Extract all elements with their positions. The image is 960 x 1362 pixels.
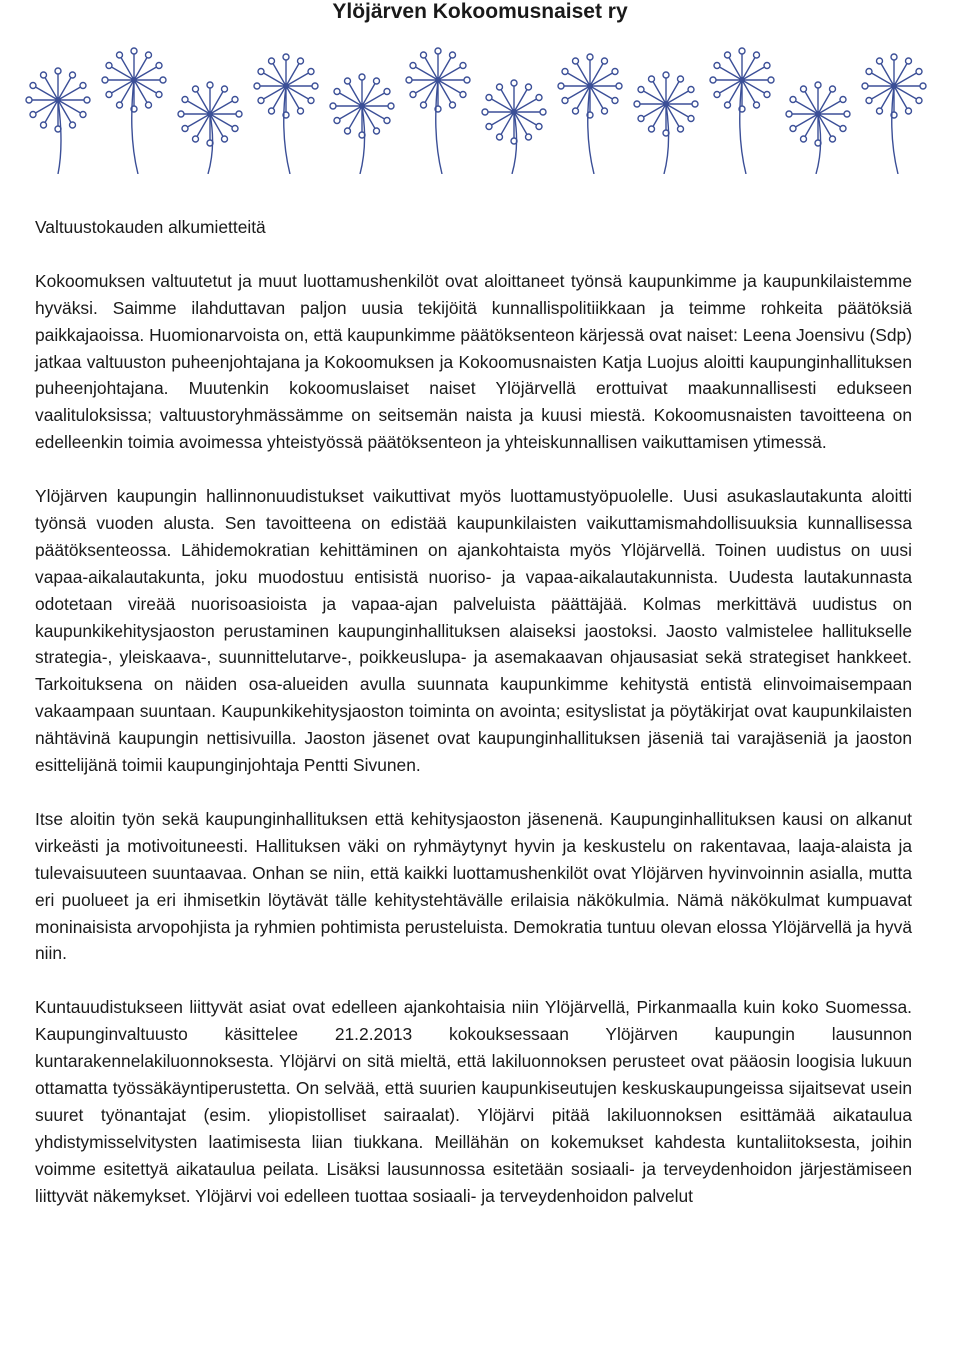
paragraph-4: Kuntauudistukseen liittyvät asiat ovat edelleen ajankohtaisia niin Ylöjärvellä, Pirkanmaalla kuin koko Suomessa. Kaupunginvaltuusto käsittelee 21.2.2013 kokouksessaan Ylöjärven kaupungin lausunnon kuntarakennelakiluonnoksesta. Ylöjärvi on sitä mieltä, että lakiluonnoksen perusteet ovat pääosin loogisia lukuun ottamatta työssäkäyntiperustetta. On selvää, että suurien kaupunkiseutujen keskuskaupungeissa sijaitsevat usein suuret työnantajat (esim. yliopistolliset sairaalat). Ylöjärvi pitää lakiluonnoksen esittämää aikataulua yhdistymisselvitysten laatimisesta liian tiukkana. Meillähän on kokemukset kahdesta kuntaliitoksesta, joihin voimme esitettyä aikataulua peilata. Lisäksi lausunnossa esitetään sosiaali- ja terveydenhoidon järjestämiseen liittyvät näkemykset. Ylöjärvi voi edelleen tuottaa sosiaali- ja terveydenhoidon palvelut	[35, 997, 912, 1206]
dandelion-banner	[18, 34, 942, 174]
paragraph-3: Itse aloitin työn sekä kaupunginhallituksen että kehitysjaoston jäsenenä. Kaupunginhallituksen kausi on alkanut virkeästi ja motivoituneesti. Hallituksen väki on ryhmäytynyt hyvin ja keskustelu on rakentavaa, laaja-alaista ja tulevaisuuteen suuntaavaa. Onhan se niin, että kaikki luottamushenkilöt ovat Ylöjärven hyvinvoinnin asialla, mutta eri puolueet ja eri ihmisetkin löytävät tälle kehitystehtävälle erilaisia näkökulmia. Nämä näkökulmat kumpuavat moninaisista arvopohjista ja ryhmien pohtimista perusteluista. Demokratia tuntuu olevan elossa Ylöjärvellä ja hyvä niin.	[35, 808, 912, 964]
paragraph-2: Ylöjärven kaupungin hallinnonuudistukset vaikuttivat myös luottamustyöpuolelle. Uusi asukaslautakunta aloitti työnsä vuoden alusta. Sen tavoitteena on edistää kaupunkilaisten vaikuttamismahdollisuuksia kunnallisessa päätöksenteossa. Lähidemokratian kehittäminen on ajankohtaista myös Ylöjärvellä. Toinen uudistus on uusi vapaa-aikalautakunta, joku muodostuu entisistä nuoriso- ja vapaa-aikalautakunnista. Uudesta lautakunnasta odotetaan vireää nuorisoasioista ja vapaa-ajan palveluista päättäjää. Kolmas merkittävä uudistus on kaupunkikehitysjaoston perustaminen kaupunginhallituksen alaiseksi jaostoksi. Jaosto valmistelee hallitukselle strategia-, yleiskaava-, suunnittelutarve-, poikkeuslupa- ja asemakaavan ohjausasiat sekä strategiset hankkeet. Tarkoituksena on näiden osa-alueiden avulla suunnata kaupunkimme kehitystä entistä elinvoimaisempaan vakaampaan suuntaan. Kaupunkikehitysjaoston toiminta on avointa; esityslistat ja pöytäkirjat ovat kaupunkilaisten nähtävinä kaupungin nettisivuilla. Jaoston jäsenet ovat kaupunginhallituksen jäseniä tai varajäseniä ja jaoston esittelijänä toimii kaupunginjohtaja Pentti Sivunen.	[35, 486, 912, 776]
article-heading: Valtuustokauden alkumietteitä	[35, 217, 266, 237]
paragraph-1: Kokoomuksen valtuutetut ja muut luottamushenkilöt ovat aloittaneet työnsä kaupunkimme ja kaupunkilaistemme hyväksi. Saimme ilahduttavan paljon uusia tekijöitä kunnallispolitiikkaan ja teimme rohkeita päätöksiä paikkajaoissa. Huomionarvoista on, että kaupunkimme päätöksenteon kärjessä ovat naiset: Leena Joensivu (Sdp) jatkaa valtuuston puheenjohtajana ja Kokoomuksen ja Kokoomusnaisten Katja Luojus aloitti kaupunginhallituksen puheenjohtajana. Muutenkin kokoomuslaiset naiset Ylöjärvellä erottuivat maakunnallisesti edukseen vaalituloksissa; valtuustoryhmässämme on seitsemän naista ja kuusi miestä. Kokoomusnaisten tavoitteena on edelleenkin toimia avoimessa yhteistyössä päätöksenteon ja yhteiskunnallisen vaikuttamisen ytimessä.	[35, 270, 912, 453]
article-body	[35, 214, 912, 1236]
document-title: Ylöjärven Kokoomusnaiset ry	[332, 0, 628, 23]
